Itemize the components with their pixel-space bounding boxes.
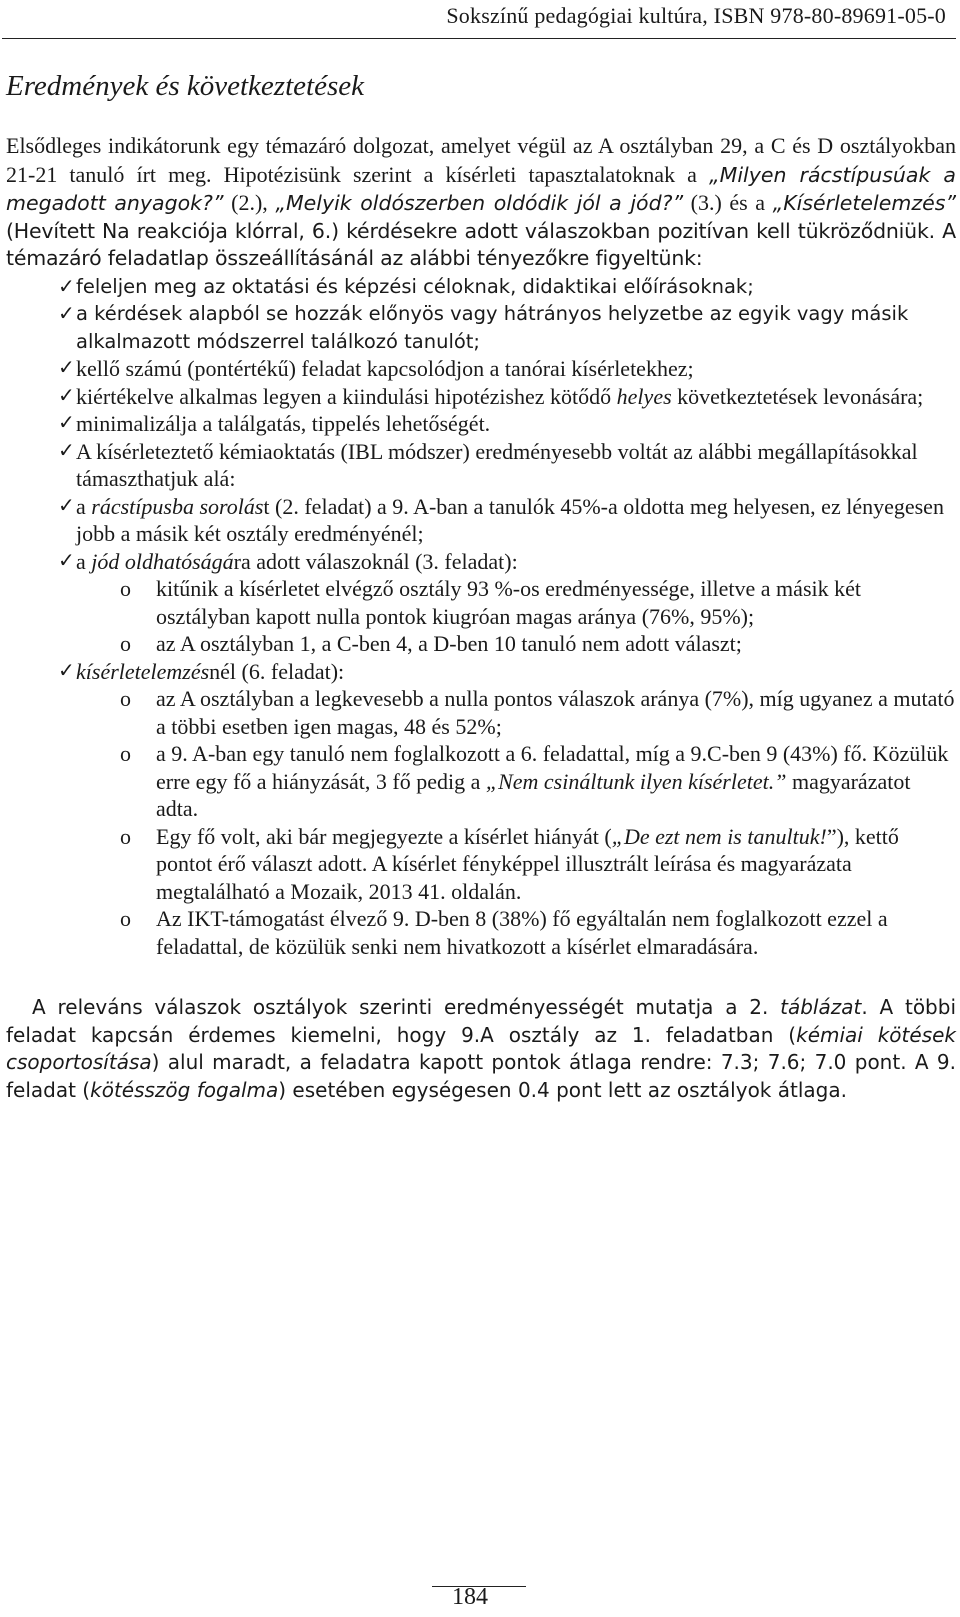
main-content (6, 132, 956, 1104)
sub-item-text: kitűnik a kísérletet elvégző osztály 93 %-os eredményessége, illetve a másik két osztályban kapott nulla pontok kiugróan magas aránya (76%, 95%); (156, 576, 861, 629)
intro-question-2: „Melyik oldószerben oldódik jól a jód?” (275, 191, 684, 215)
list-item (6, 658, 956, 686)
closing-emphasis: táblázat (780, 995, 862, 1019)
circle-bullet-icon: o (120, 906, 131, 931)
sub-item-text: Egy fő volt, aki bár megjegyezte a kísérlet hiányát ( (156, 823, 612, 849)
page-number: 184 (452, 1584, 488, 1610)
finding-text: nél (6. feladat): (209, 658, 345, 684)
check-icon: ✓ (58, 384, 75, 407)
section-title: Eredmények és következtetések (6, 70, 364, 102)
check-icon: ✓ (58, 273, 75, 298)
check-icon: ✓ (58, 301, 75, 325)
sub-item-text: magyarázatot adta. (156, 768, 911, 821)
circle-bullet-icon: o (120, 576, 131, 601)
finding-text: ra adott válaszoknál (3. feladat): (233, 548, 518, 574)
check-icon: ✓ (58, 659, 75, 682)
intro-paragraph (6, 132, 956, 273)
sub-item-emphasis: „Nem csináltunk ilyen kísérletet.” (485, 768, 787, 794)
list-item (6, 273, 956, 301)
header-title: Sokszínű pedagógiai kultúra, ISBN 978-80-89691-05-0 (446, 3, 946, 28)
circle-bullet-icon: o (120, 823, 131, 849)
closing-emphasis: kötésszög fogalma (90, 1077, 279, 1102)
intro-question-3: „Kísérletelemzés” (772, 191, 956, 215)
criteria-list (6, 273, 956, 961)
check-icon: ✓ (58, 549, 75, 572)
finding-emphasis: kísérletelemzés (76, 658, 210, 684)
check-icon: ✓ (58, 494, 75, 517)
intro-part2: (2.), (223, 190, 276, 215)
check-icon: ✓ (58, 439, 75, 462)
criteria-text: feleljen meg az oktatási és képzési céloknak, didaktikai előírásoknak; (76, 274, 754, 298)
closing-text: . A többi feladat kapcsán érdemes kiemelni, hogy 9.A osztály az 1. feladatban ( (6, 995, 957, 1047)
finding-emphasis: rácstípusba sorolás (91, 493, 264, 519)
intro-question-1: „Milyen rácstípusúak a megadott anyagok?” (6, 162, 956, 215)
sub-item-text: az A osztályban 1, a C-ben 4, a D-ben 10 tanuló nem adott választ; (156, 631, 742, 656)
intro-part3: (3.) és a (683, 190, 773, 215)
finding-emphasis: jód oldhatóságá (91, 548, 234, 574)
intro-part5: A témazáró feladatlap összeállításánál az alábbi tényezőkre figyeltünk: (6, 218, 956, 270)
criteria-text: minimalizálja a találgatás, tippelés lehetőségét. (76, 411, 491, 436)
finding-text: a (76, 493, 92, 519)
sub-list-item (6, 905, 956, 960)
header-divider (2, 38, 956, 39)
intro-part1: Elsődleges indikátorunk egy témazáró dolgozat, amelyet végül az A osztályban 29, a C és D osztályokban 21-21 tanuló írt meg. Hipotézisünk szerint a kísérleti tapasztalatoknak a (6, 133, 956, 187)
closing-text: A releváns válaszok osztályok szerinti eredményességét mutatja a 2. (32, 995, 781, 1019)
list-item (6, 438, 956, 493)
criteria-emphasis: helyes (616, 383, 672, 409)
list-item (6, 355, 956, 383)
sub-item-emphasis: „De ezt nem is tanultuk! (611, 823, 827, 849)
sub-list-item (6, 575, 956, 630)
sub-item-text: az A osztályban a legkevesebb a nulla pontos válaszok aránya (7%), míg ugyanez a mutató a többi esetben igen magas, 48 és 52%; (156, 686, 955, 739)
sub-item-text: ”), kettő pontot érő választ adott. A kísérlet fényképpel illusztrált leírása és magyarázata megtalálható a Mozaik, 2013 41. oldalán. (156, 823, 899, 904)
list-item (6, 410, 956, 438)
closing-text: ) alul maradt, a feladatra kapott pontok átlaga rendre: 7.3; 7.6; 7.0 pont. A 9. feladat ( (6, 1050, 956, 1102)
sub-item-text: Az IKT-támogatást élvező 9. D-ben 8 (38%) fő egyáltalán nem foglalkozott ezzel a feladattal, de közülük senki nem hivatkozott a kísérlet elmaradására. (156, 906, 888, 959)
sub-list-item (6, 740, 956, 823)
sub-list-item (6, 630, 956, 658)
page-header (0, 0, 960, 40)
circle-bullet-icon: o (120, 741, 131, 766)
sub-list-item (6, 685, 956, 740)
sub-item-text: a 9. A-ban egy tanuló nem foglalkozott a 6. feladattal, míg a 9.C-ben 9 (43%) fő. Közülük erre egy fő a hiányzását, 3 fő pedig a (156, 741, 949, 794)
check-icon: ✓ (58, 357, 75, 379)
list-item (6, 493, 956, 548)
criteria-text: kellő számú (pontértékű) feladat kapcsolódjon a tanórai kísérletekhez; (76, 356, 694, 381)
check-icon: ✓ (58, 412, 75, 434)
list-item (6, 383, 956, 411)
list-item (6, 300, 956, 355)
circle-bullet-icon: o (120, 631, 131, 656)
findings-intro: A kísérleteztető kémiaoktatás (IBL módszer) eredményesebb voltát az alábbi megállapításokkal támaszthatjuk alá: (76, 438, 918, 491)
finding-text: a (76, 548, 92, 574)
sub-list-item (6, 823, 956, 906)
criteria-text: kiértékelve alkalmas legyen a kiindulási hipotézishez kötődő (76, 383, 617, 409)
closing-text: ) esetében egységesen 0.4 pont lett az osztályok átlaga. (278, 1077, 847, 1102)
criteria-text: a kérdések alapból se hozzák előnyös vagy hátrányos helyzetbe az egyik vagy másik alkalmazott módszerrel találkozó tanulót; (76, 302, 909, 353)
closing-emphasis: kémiai kötések csoportosítása (6, 1022, 956, 1074)
finding-text: t (2. feladat) a 9. A-ban a tanulók 45%-a oldotta meg helyesen, ez lényegesen jobb a másik két osztály eredményénél; (76, 493, 944, 546)
circle-bullet-icon: o (120, 686, 131, 711)
criteria-text: következtetések levonására; (671, 383, 924, 409)
intro-part4: (Hevített Na reakciója klórral, 6.) kérdésekre adott válaszokban pozitívan kell tükröződniük. (6, 218, 935, 243)
list-item (6, 548, 956, 576)
closing-paragraph (6, 994, 956, 1104)
